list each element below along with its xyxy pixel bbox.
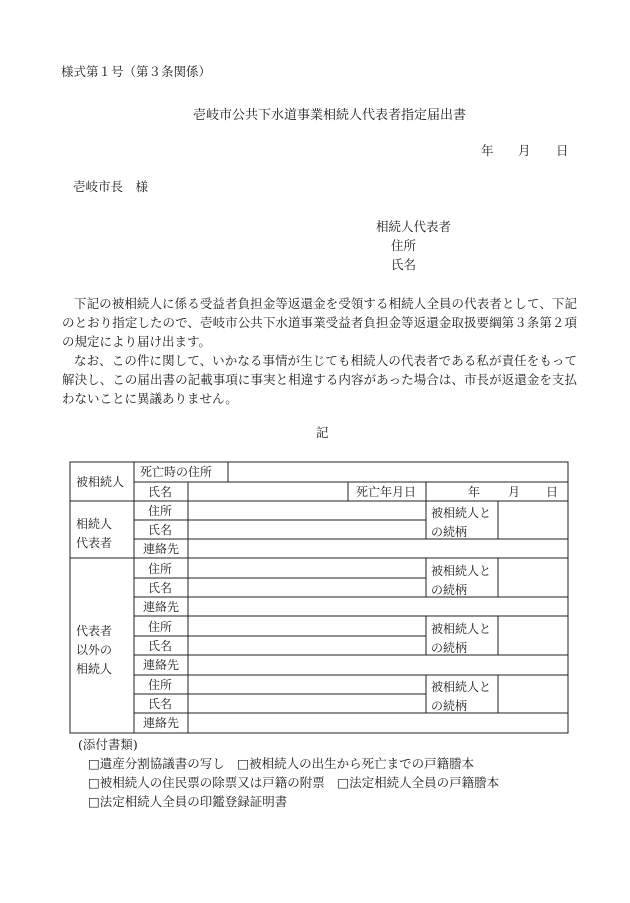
attachment-line-3: □法定相続人全員の印鑑登録証明書 bbox=[88, 794, 288, 809]
heir2-relation-label: 被相続人との続柄 bbox=[431, 622, 492, 655]
applicant-label: 相続人代表者 bbox=[376, 219, 452, 234]
attachment-line-1: □遺産分割協議書の写し □被相続人の出生から死亡までの戸籍謄本 bbox=[88, 756, 475, 771]
death-address-label: 死亡時の住所 bbox=[140, 465, 213, 479]
representative-name-label: 氏名 bbox=[148, 523, 173, 537]
decedent-label: 被相続人 bbox=[76, 475, 125, 489]
body-paragraph-2: なお、この件に関して、いかなる事情が生じても相続人の代表者である私が責任をもって解決し、この届出書の記載事項に事実と相違する内容があった場合は、市長が返還金を支払わないことに異議ありません。 bbox=[62, 353, 577, 406]
attachment-line-2: □被相続人の住民票の除票又は戸籍の附票 □法定相続人全員の戸籍謄本 bbox=[88, 775, 500, 790]
heir2-address-label: 住所 bbox=[148, 620, 173, 634]
date-year: 年 bbox=[481, 143, 494, 158]
heir3-relation-label: 被相続人との続柄 bbox=[431, 680, 492, 713]
heir3-address-label: 住所 bbox=[148, 678, 173, 692]
heir3-contact-label: 連絡先 bbox=[143, 716, 180, 730]
death-date-label: 死亡年月日 bbox=[356, 485, 417, 499]
heir3-name-label: 氏名 bbox=[148, 697, 173, 711]
death-date-year: 年 bbox=[468, 485, 481, 499]
page-title: 壱岐市公共下水道事業相続人代表者指定届出書 bbox=[193, 108, 467, 123]
applicant-address-label: 住所 bbox=[391, 238, 417, 253]
heir2-contact-label: 連絡先 bbox=[143, 658, 180, 672]
form-number: 様式第１号（第３条関係） bbox=[61, 64, 212, 79]
heir1-contact-label: 連絡先 bbox=[143, 600, 180, 614]
addressee: 壱岐市長 様 bbox=[73, 179, 149, 194]
attachments-heading: (添付書類) bbox=[78, 737, 138, 752]
ki-heading: 記 bbox=[316, 425, 329, 440]
other-heirs-label: 代表者 以外の 相続人 bbox=[76, 624, 113, 676]
representative-relation-label: 被相続人との続柄 bbox=[431, 506, 492, 539]
applicant-name-label: 氏名 bbox=[391, 257, 417, 272]
representative-label: 相続人 代表者 bbox=[76, 517, 113, 550]
representative-address-label: 住所 bbox=[148, 504, 173, 518]
death-date-month: 月 bbox=[508, 485, 521, 499]
heir1-address-label: 住所 bbox=[148, 562, 173, 576]
body-paragraph-1: 下記の被相続人に係る受益者負担金等返還金を受領する相続人全員の代表者として、下記のとおり指定したので、壱岐市公共下水道事業受益者負担金等返還金取扱要綱第３条第２項の規定により届け出ます。 bbox=[62, 296, 577, 349]
date-month: 月 bbox=[518, 143, 531, 158]
death-date-day: 日 bbox=[546, 485, 559, 499]
decedent-name-label: 氏名 bbox=[148, 485, 173, 499]
heir2-name-label: 氏名 bbox=[148, 639, 173, 653]
date-day: 日 bbox=[556, 143, 569, 158]
heir1-relation-label: 被相続人との続柄 bbox=[431, 564, 492, 597]
representative-contact-label: 連絡先 bbox=[143, 542, 180, 556]
heir1-name-label: 氏名 bbox=[148, 581, 173, 595]
